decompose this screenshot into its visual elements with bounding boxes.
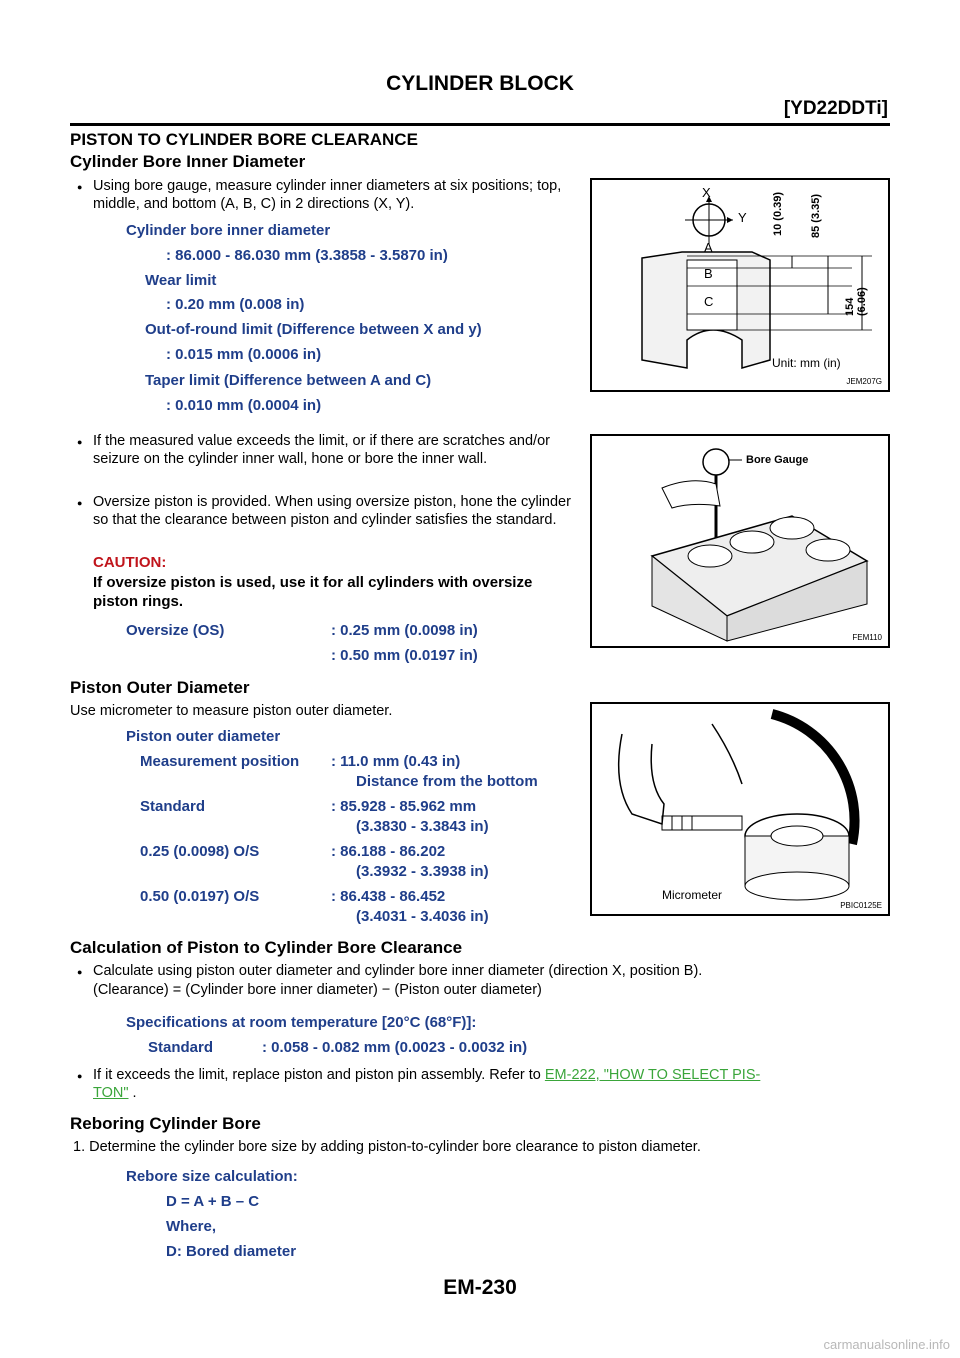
rebore-step-1: 1. Determine the cylinder bore size by adding piston-to-cylinder bore clearance to piston diameter.	[73, 1139, 701, 1155]
figure-bore-gauge	[590, 434, 890, 648]
oversize-value-1: : 0.25 mm (0.0098 in)	[331, 622, 478, 639]
calc-bullet-2	[93, 1066, 893, 1102]
fig1-label-a: A	[704, 240, 713, 255]
bore-spec-1: : 86.000 - 86.030 mm (3.3858 - 3.5870 in)	[166, 247, 448, 264]
fig3-code: PBIC0125E	[840, 901, 882, 910]
rebore-line-1: D = A + B – C	[166, 1193, 260, 1210]
fig1-label-b: B	[704, 266, 713, 281]
piston-row-3-value: : 86.438 - 86.452	[331, 888, 446, 905]
bore-spec-7: : 0.010 mm (0.0004 in)	[166, 397, 322, 414]
bore-spec-0: Cylinder bore inner diameter	[126, 222, 331, 239]
piston-row-3-label: 0.50 (0.0197) O/S	[140, 888, 260, 905]
piston-row-2-label: 0.25 (0.0098) O/S	[140, 843, 260, 860]
fig1-label-x: X	[702, 185, 711, 200]
piston-row-2-value2: (3.3932 - 3.3938 in)	[356, 863, 489, 880]
piston-row-0-value2: Distance from the bottom	[356, 773, 538, 790]
bore-bullet-1: ● Using bore gauge, measure cylinder inner diameters at six positions; top, middle, and bottom (A, B, C) in 2 directions (X, Y).	[93, 177, 578, 213]
bore-bullet-3: ● Oversize piston is provided. When using oversize piston, hone the cylinder so that the clearance between piston and cylinder satisfies the standard.	[93, 493, 578, 529]
bore-spec-6: Taper limit (Difference between A and C)	[145, 372, 432, 389]
bore-spec-4: Out-of-round limit (Difference between X and y)	[145, 321, 482, 338]
calc-spec-label: Standard	[148, 1039, 214, 1056]
figure-micrometer	[590, 702, 890, 916]
bore-heading: Cylinder Bore Inner Diameter	[70, 152, 306, 171]
bore-spec-2: Wear limit	[145, 272, 217, 289]
fig1-dim-2: 85 (3.35)	[810, 193, 822, 238]
rebore-heading: Reboring Cylinder Bore	[70, 1114, 261, 1133]
header-rule	[70, 123, 890, 126]
piston-row-1-value2: (3.3830 - 3.3843 in)	[356, 818, 489, 835]
calc-bullet-1: ● Calculate using piston outer diameter and cylinder bore inner diameter (direction X, position B).	[93, 962, 893, 980]
bore-spec-3: : 0.20 mm (0.008 in)	[166, 296, 305, 313]
fig2-code: FEM110	[852, 633, 882, 642]
caution-text: If oversize piston is used, use it for all cylinders with oversize piston rings.	[93, 574, 533, 610]
micrometer-illustration	[592, 704, 888, 914]
bore-bullet-2: ● If the measured value exceeds the limit, or if there are scratches and/or seizure on the cylinder inner wall, hone or bore the inner wall.	[93, 432, 578, 468]
page-number: EM-230	[443, 1276, 517, 1299]
fig1-code: JEM207G	[846, 377, 882, 386]
piston-row-0-value: : 11.0 mm (0.43 in)	[331, 753, 461, 770]
rebore-line-2: Where,	[166, 1218, 217, 1235]
piston-intro: Use micrometer to measure piston outer diameter.	[70, 703, 393, 719]
oversize-label: Oversize (OS)	[126, 622, 225, 639]
piston-row-3-value2: (3.4031 - 3.4036 in)	[356, 908, 489, 925]
calc-bullet-2-text: If it exceeds the limit, replace piston and piston pin assembly. Refer to	[93, 1067, 541, 1083]
engine-model: [YD22DDTi]	[783, 98, 888, 119]
piston-row-2-value: : 86.188 - 86.202	[331, 843, 446, 860]
calc-heading: Calculation of Piston to Cylinder Bore Clearance	[70, 938, 463, 957]
bore-spec-5: : 0.015 mm (0.0006 in)	[166, 346, 322, 363]
figure-bore-measurement	[590, 178, 890, 392]
calc-spec-value: : 0.058 - 0.082 mm (0.0023 - 0.0032 in)	[262, 1039, 528, 1056]
fig1-dim-1: 10 (0.39)	[772, 191, 784, 236]
rebore-line-3: D: Bored diameter	[166, 1243, 297, 1260]
bore-gauge-illustration	[592, 436, 888, 646]
piston-row-1-label: Standard	[140, 798, 206, 815]
calc-spec-title: Specifications at room temperature [20°C (68°F)]:	[126, 1014, 477, 1031]
page-title: CYLINDER BLOCK	[386, 72, 574, 95]
piston-heading: Piston Outer Diameter	[70, 678, 250, 697]
reference-link-select-piston-cont[interactable]: TON"	[93, 1085, 129, 1101]
fig2-label: Bore Gauge	[746, 454, 809, 466]
section-title: PISTON TO CYLINDER BORE CLEARANCE	[70, 130, 418, 149]
calc-formula: (Clearance) = (Cylinder bore inner diameter) − (Piston outer diameter)	[93, 982, 542, 998]
fig1-label-y: Y	[738, 210, 747, 225]
fig1-unit: Unit: mm (in)	[772, 356, 841, 370]
fig1-dim-3: 154 (6.06)	[844, 287, 868, 316]
rebore-line-0: Rebore size calculation:	[126, 1168, 298, 1185]
fig3-label: Micrometer	[662, 888, 723, 902]
fig1-label-c: C	[704, 294, 714, 309]
caution-label: CAUTION:	[93, 554, 167, 571]
piston-spec-title: Piston outer diameter	[126, 728, 281, 745]
piston-row-0-label: Measurement position	[140, 753, 300, 770]
piston-row-1-value: : 85.928 - 85.962 mm	[331, 798, 477, 815]
reference-link-select-piston[interactable]: EM-222, "HOW TO SELECT PIS-	[544, 1067, 761, 1083]
oversize-value-2: : 0.50 mm (0.0197 in)	[331, 647, 478, 664]
watermark: carmanualsonline.info	[823, 1337, 950, 1352]
calc-bullet-2-end: .	[132, 1085, 137, 1101]
